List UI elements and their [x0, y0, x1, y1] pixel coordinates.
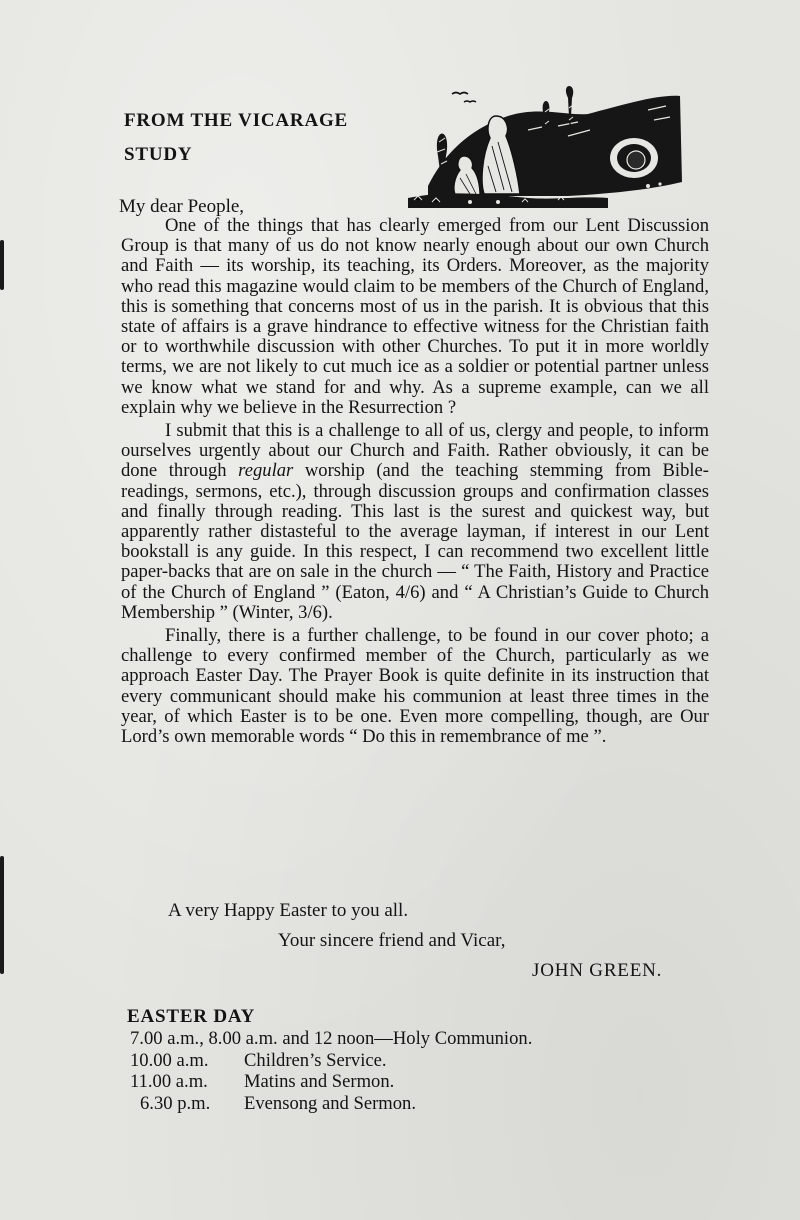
- binding-mark: [0, 856, 4, 974]
- letter-greeting: A very Happy Easter to you all.: [168, 900, 409, 921]
- letter-paragraph: One of the things that has clearly emerged from our Lent Discussion Group is that many of us do not know nearly enough about our own Church and Faith — its worship, its teaching, its Orders. Moreover, as the majority who read this magazine would claim to be members of the Church of England, this is something that concerns most of us in the parish. It is obvious that this state of affairs is a grave hindrance to effective witness for the Christian faith or to worthwhile discussion with other Churches. To put it in more worldly terms, we are not likely to cut much ice as a soldier or potential partner unless we know what we stand for and why. As a supreme example, can we all explain why we believe in the Resurrection ?: [121, 215, 709, 418]
- service-description: Matins and Sermon.: [244, 1071, 395, 1092]
- easter-day-heading: EASTER DAY: [127, 1006, 256, 1027]
- service-row: [130, 1050, 532, 1072]
- service-time: 10.00 a.m.: [130, 1049, 209, 1071]
- binding-mark: [0, 240, 4, 290]
- letter-salutation: My dear People,: [119, 196, 245, 217]
- letter-body: [121, 216, 709, 747]
- service-row: [130, 1028, 532, 1050]
- page-title-line2: STUDY: [124, 144, 193, 165]
- service-time: 6.30 p.m.: [140, 1092, 211, 1114]
- service-description: Holy Communion.: [392, 1028, 533, 1049]
- service-time: 11.00 a.m.: [130, 1071, 208, 1092]
- service-description: Evensong and Sermon.: [244, 1092, 416, 1114]
- page-title-line1: FROM THE VICARAGE: [124, 110, 349, 131]
- service-row: [130, 1093, 532, 1115]
- letter-signature: JOHN GREEN.: [532, 960, 663, 981]
- letter-paragraph: Finally, there is a further challenge, to be found in our cover photo; a challenge to every confirmed member of the Church, particularly as we approach Easter Day. The Prayer Book is quite definite in its instruction that every communicant should make his communion at least three times in the year, of which Easter is to be one. Even more compelling, though, are Our Lord’s own memorable words “ Do this in remembrance of me ”.: [121, 625, 709, 748]
- letter-paragraph: I submit that this is a challenge to all of us, clergy and people, to inform ourselves urgently about our Church and Faith. Rather obviously, it can be done through regular worship (and the teaching stemming from Bible-readings, sermons, etc.), through discussion groups and confirmation classes and finally through reading. This last is the surest and quickest way, but apparently rather distasteful to the average layman, if interest in our Lent bookstall is any guide. In this respect, I can recommend two excellent little paper-backs that are on sale in the church — “ The Faith, History and Practice of the Church of England ” (Eaton, 4/6) and “ A Christian’s Guide to Church Membership ” (Winter, 3/6).: [121, 420, 709, 623]
- letter-signoff: Your sincere friend and Vicar,: [278, 930, 506, 951]
- service-times-list: [130, 1028, 532, 1114]
- service-time: 7.00 a.m., 8.00 a.m. and 12 noon—: [130, 1028, 393, 1049]
- service-description: Children’s Service.: [244, 1049, 387, 1071]
- service-row: [130, 1071, 532, 1093]
- easter-garden-tomb-illustration: [408, 86, 690, 214]
